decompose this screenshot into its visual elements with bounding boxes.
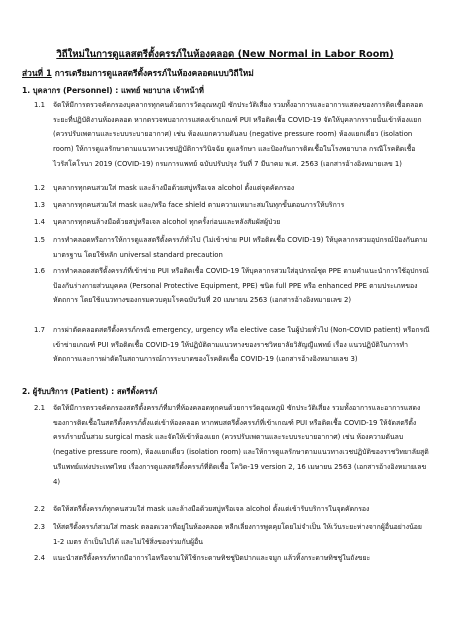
item-number: 2.3 (34, 523, 45, 531)
list-item (34, 502, 430, 517)
list-item (34, 401, 430, 489)
section-title: การเตรียมการดูแลสตรีตั้งครรภ์ในห้องคลอดแบบวิถีใหม่ (54, 68, 254, 78)
list-item (34, 98, 430, 172)
item-number: 1.3 (34, 201, 45, 209)
item-text: บุคลากรทุกคนสวมใส่ mask และ/หรือ face shield ตามความเหมาะสมในทุกขั้นตอนการให้บริการ (53, 201, 345, 209)
category-heading-personnel: 1. บุคลากร (Personnel) : แพทย์ พยาบาล เจ้าหน้าที่ (22, 86, 204, 95)
list-item (34, 233, 430, 262)
category-heading-patient: 2. ผู้รับบริการ (Patient) : สตรีตั้งครรภ์ (22, 387, 158, 396)
list-item (34, 215, 430, 230)
item-text: การผ่าตัดคลอดสตรีตั้งครรภ์กรณี emergency, urgency หรือ elective case ในผู้ป่วยทั่วไป (Non-COVID patient) หรือกรณีเข้าข่ายเกณฑ์ PUI หรือติดเชื้อ COVID-19 ให้ปฏิบัติตามแนวทางของราชวิทยาลัยวิสัญญีแพทย์ เรื่อง แนวปฏิบัติในการทำหัตถการและการผ่าตัดในสถานการณ์การระบาดของโรคติดเชื้อ COVID-19 (เอกสารอ้างอิงหมายเลข 3) (53, 326, 430, 364)
item-number: 1.2 (34, 184, 45, 192)
item-text: ให้สตรีตั้งครรภ์สวมใส่ mask ตลอดเวลาที่อยู่ในห้องคลอด หลีกเลี่ยงการพูดคุยโดยไม่จำเป็น ให้เว้นระยะห่างจากผู้อื่นอย่างน้อย 1-2 เมตร ถ้าเป็นไปได้ และไม่ใช้สิ่งของร่วมกับผู้อื่น (53, 523, 422, 546)
item-text: การทำคลอดหรือการให้การดูแลสตรีตั้งครรภ์ทั่วไป (ไม่เข้าข่าย PUI หรือติดเชื้อ COVID-19) ให้บุคลากรสวมอุปกรณ์ป้องกันตามมาตรฐาน โดยใช้หลัก universal standard precaution (53, 236, 428, 259)
item-text: จัดให้มีการตรวจคัดกรองสตรีตั้งครรภ์ที่มาที่ห้องคลอดทุกคนด้วยการวัดอุณหภูมิ ซักประวัติเสี่ยง รวมทั้งอาการและอาการแสดงของการติดเชื้อในสตรีตั้งครรภ์ตั้งแต่เข้าห้องคลอด หากพบสตรีตั้งครรภ์ที่เข้าเกณฑ์ PUI หรือติดเชื้อ COVID-19 ให้จัดสตรีตั้งครรภ์รายนั้นสวม surgical mask และจัดให้เข้าห้องแยก (ควรปรับเพดานและระบบระบายอากาศ) เช่น ห้องความดันลบ (negative pressure room), ห้องแยกเดี่ยว (isolation room) และให้การดูแลรักษาตามแนวทางเวชปฏิบัติของราชวิทยาลัยสูตินรีแพทย์แห่งประเทศไทย เรื่องการดูแลสตรีตั้งครรภ์ที่ติดเชื้อ โควิด-19 version 2, 16 เมษายน 2563 (เอกสารอ้างอิงหมายเลข 4) (53, 404, 429, 486)
document-title: วิถีใหม่ในการดูแลสตรีตั้งครรภ์ในห้องคลอด (New Normal in Labor Room) (56, 49, 394, 60)
list-item (34, 520, 430, 549)
item-number: 1.1 (34, 101, 45, 109)
item-text: แนะนำสตรีตั้งครรภ์หากมีอาการไอหรือจามให้ใช้กระดาษทิชชู่ปิดปากและจมูก แล้วทิ้งกระดาษทิชชู่ในถังขยะ (53, 554, 371, 562)
list-item (34, 323, 430, 367)
item-text: จัดให้มีการตรวจคัดกรองบุคลากรทุกคนด้วยการวัดอุณหภูมิ ซักประวัติเสี่ยง รวมทั้งอาการและอาการแสดงของการติดเชื้อตลอดระยะที่ปฏิบัติงานห้องคลอด หากตรวจพบอาการแสดงเข้าเกณฑ์ PUI หรือติดเชื้อ COVID-19 จัดให้บุคลากรรายนั้นเข้าห้องแยก (ควรปรับเพดานและระบบระบายอากาศ) เช่น ห้องแยกความดันลบ (negative pressure room) ห้องแยกเดี่ยว (isolation room) ให้การดูแลรักษาตามแนวทางเวชปฏิบัติการวินิจฉัย ดูแลรักษา และป้องกันการติดเชื้อในโรงพยาบาล กรณีโรคติดเชื้อไวรัสโคโรนา 2019 (COVID-19) กรมการแพทย์ ฉบับปรับปรุง วันที่ 7 มีนาคม พ.ศ. 2563 (เอกสารอ้างอิงหมายเลข 1) (53, 101, 423, 168)
section-number: ส่วนที่ 1 (22, 68, 52, 78)
item-number: 2.2 (34, 505, 45, 513)
list-item (34, 551, 430, 566)
item-number: 1.6 (34, 267, 45, 275)
item-number: 1.7 (34, 326, 45, 334)
item-text: การทำคลอดสตรีตั้งครรภ์ที่เข้าข่าย PUI หรือติดเชื้อ COVID-19 ให้บุคลากรสวมใส่อุปกรณ์ชุด PPE ตามคำแนะนำการใช้อุปกรณ์ป้องกันร่างกายส่วนบุคคล (Personal Protective Equipment, PPE) ชนิด full PPE หรือ enhanced PPE ตามประเภทของหัตถการ โดยใช้แนวทางของกรมควบคุมโรคฉบับวันที่ 20 เมษายน 2563 (เอกสารอ้างอิงหมายเลข 2) (53, 267, 429, 305)
list-item (34, 264, 430, 308)
item-number: 1.4 (34, 218, 45, 226)
item-number: 1.5 (34, 236, 45, 244)
list-item (34, 198, 430, 213)
item-text: จัดให้สตรีตั้งครรภ์ทุกคนสวมใส่ mask และล้างมือด้วยสบู่หรือเจล alcohol ตั้งแต่เข้ารับบริการในจุดคัดกรอง (53, 505, 370, 513)
item-text: บุคลากรทุกคนสวมใส่ mask และล้างมือด้วยสบู่หรือเจล alcohol ตั้งแต่จุดคัดกรอง (53, 184, 295, 192)
item-text: บุคลากรทุกคนล้างมือด้วยสบู่หรือเจล alcohol ทุกครั้งก่อนและหลังสัมผัสผู้ป่วย (53, 218, 281, 226)
item-number: 2.4 (34, 554, 45, 562)
item-number: 2.1 (34, 404, 45, 412)
section-heading (22, 66, 254, 80)
list-item (34, 181, 430, 196)
